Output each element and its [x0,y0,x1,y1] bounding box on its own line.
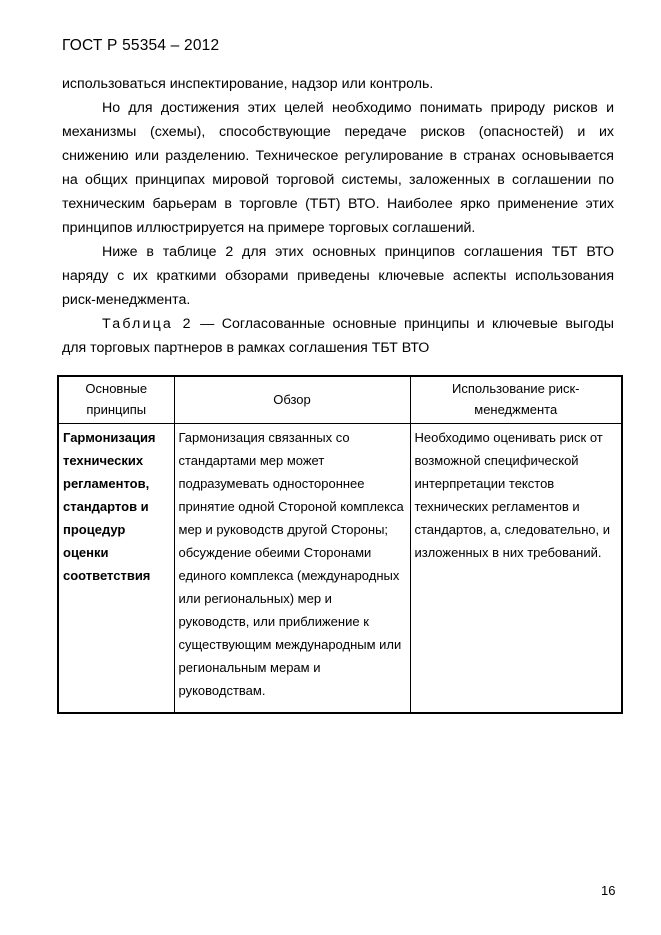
paragraph-3: Ниже в таблице 2 для этих основных принципов соглашения ТБТ ВТО наряду с их краткими обзорами приведены ключевые аспекты использования риск-менеджмента. [62,244,614,308]
header-principles: Основные принципы [58,376,174,424]
paragraph-1: использоваться инспектирование, надзор или контроль. [62,76,434,92]
principles-table [57,375,623,714]
header-risk-management: Использование риск-менеджмента [410,376,622,424]
cell-risk-management: Необходимо оценивать риск от возможной специфической интерпретации текстов технических регламентов и стандартов, а, следовательно, и изложенных в них требований. [410,424,622,714]
table-row [58,424,622,714]
cell-overview: Гармонизация связанных со стандартами мер может подразумевать одностороннее принятие одной Стороной комплекса мер и руководств другой Стороны; обсуждение обеими Сторонами единого комплекса (международных или региональных) мер и руководств, или приближение к существующим международным или региональным мерам и руководствам. [174,424,410,714]
document-header: ГОСТ Р 55354 – 2012 [62,37,220,54]
header-overview: Обзор [174,376,410,424]
table-header-row [58,376,622,424]
table-caption-label: Таблица 2 [102,316,193,332]
table-caption-text: — Согласованные основные принципы и ключевые выгоды для торговых партнеров в рамках соглашения ТБТ ВТО [62,316,614,356]
table-caption [62,312,614,360]
paragraph-2: Но для достижения этих целей необходимо понимать природу рисков и механизмы (схемы), способствующие передаче рисков (опасностей) и их снижению или разделению. Техническое регулирование в странах основывается на общих принципах мировой торговой системы, заложенных в соглашении по техническим барьерам в торговле (ТБТ) ВТО. Наиболее ярко применение этих принципов иллюстрируется на примере торговых соглашений. [62,100,614,236]
cell-principle: Гармонизация технических регламентов, стандартов и процедур оценки соответствия [58,424,174,714]
document-body [62,72,614,360]
page-number: 16 [601,883,616,898]
